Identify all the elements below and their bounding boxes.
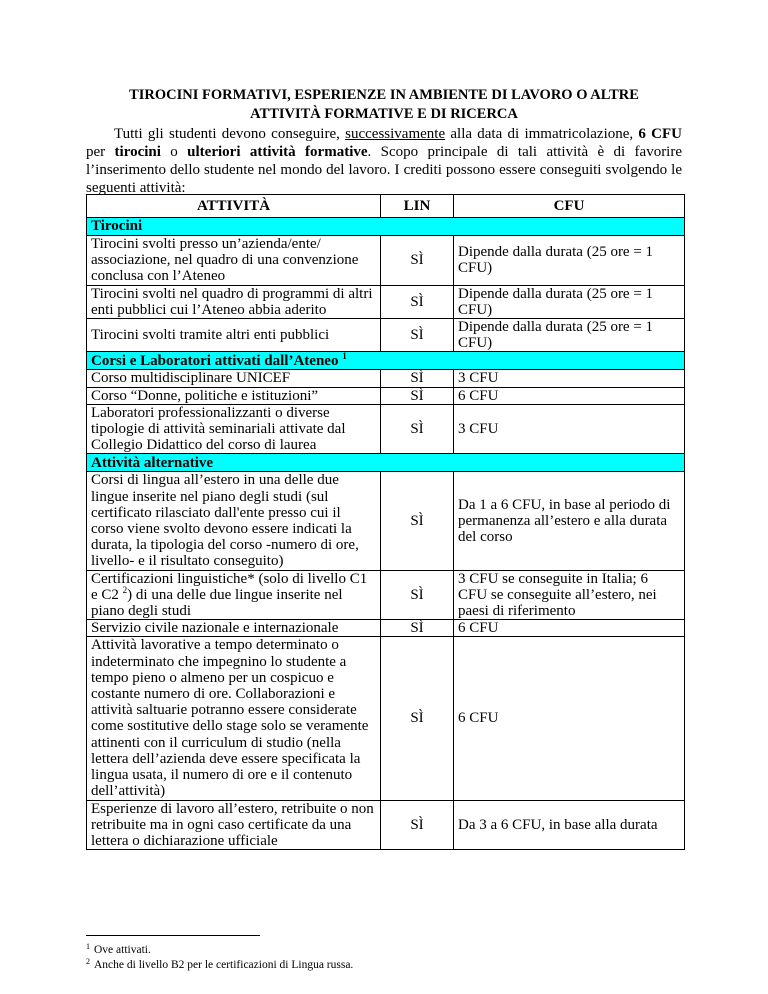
activity-cell <box>87 570 381 620</box>
intro-bold: ulteriori attività formative <box>187 144 368 160</box>
table-row <box>87 620 685 637</box>
activity-cell: Tirocini svolti nel quadro di programmi di altri enti pubblici cui l’Ateneo abbia aderito <box>87 285 381 318</box>
table-row <box>87 570 685 620</box>
footnote-divider <box>86 935 260 936</box>
intro-text: o <box>160 144 188 160</box>
activity-cell: Esperienze di lavoro all’estero, retribuite o non retribuite ma in ogni caso certificate da una lettera o dichiarazione ufficiale <box>87 800 381 850</box>
footnote-ref: 2 <box>122 584 128 595</box>
section-title <box>87 352 685 370</box>
lin-cell: SÌ <box>381 800 454 850</box>
activity-cell: Tirocini svolti presso un’azienda/ente/ associazione, nel quadro di una convenzione conclusa con l’Ateneo <box>87 236 381 286</box>
activity-cell: Attività lavorative a tempo determinato o indeterminato che impegnino lo studente a tempo pieno o almeno per un cospicuo e costante numero di ore. Collaborazioni e attività saltuarie potranno essere considerate come sostitutive dello stage solo se veramente attinenti con il curriculum di studio (nella lettera dell’azienda deve essere specificata la lingua usata, il numero di ore e il contenuto dell’attività) <box>87 637 381 800</box>
table-row <box>87 800 685 850</box>
page-title <box>95 86 673 124</box>
activity-text: Certificazioni linguistiche* (solo di livello C1 e C2 <box>91 570 368 603</box>
cfu-cell: 6 CFU <box>454 387 685 404</box>
table-row <box>87 236 685 286</box>
cfu-cell: Dipende dalla durata (25 ore = 1 CFU) <box>454 236 685 286</box>
header-cfu: CFU <box>454 195 685 218</box>
cfu-cell: 3 CFU <box>454 404 685 454</box>
activity-cell: Servizio civile nazionale e internazionale <box>87 620 381 637</box>
table-row <box>87 387 685 404</box>
lin-cell: SÌ <box>381 319 454 352</box>
activity-text: ) di una delle due lingue inserite nel piano degli studi <box>91 586 343 620</box>
lin-cell: SÌ <box>381 472 454 570</box>
cfu-cell: 3 CFU se conseguite in Italia; 6 CFU se conseguite all’estero, nei paesi di riferimento <box>454 570 685 620</box>
header-lin: LIN <box>381 195 454 218</box>
cfu-cell: Dipende dalla durata (25 ore = 1 CFU) <box>454 285 685 318</box>
activity-cell: Corso multidisciplinare UNICEF <box>87 370 381 387</box>
footnote-text: Anche di livello B2 per le certificazioni di Lingua russa. <box>94 959 354 971</box>
cfu-cell: Da 3 a 6 CFU, in base alla durata <box>454 800 685 850</box>
cfu-cell: 3 CFU <box>454 370 685 387</box>
intro-bold: 6 CFU <box>638 126 682 142</box>
intro-text: . Scopo principale di tali attività è di favorire l’inserimento dello studente nel mondo del lavoro. I crediti possono essere conseguiti svolgendo le seguenti attività: <box>86 144 683 196</box>
lin-cell: SÌ <box>381 620 454 637</box>
section-header-row <box>87 218 685 236</box>
table-row <box>87 404 685 454</box>
lin-cell: SÌ <box>381 370 454 387</box>
lin-cell: SÌ <box>381 285 454 318</box>
table-row <box>87 319 685 352</box>
cfu-cell: 6 CFU <box>454 620 685 637</box>
intro-paragraph <box>86 125 682 197</box>
intro-underlined: successivamente <box>345 126 446 142</box>
activity-cell: Corso “Donne, politiche e istituzioni” <box>87 387 381 404</box>
activity-cell: Laboratori professionalizzanti o diverse tipologie di attività seminariali attivate dal Collegio Didattico del corso di laurea <box>87 404 381 454</box>
lin-cell: SÌ <box>381 236 454 286</box>
footnote-ref: 1 <box>342 350 347 361</box>
activities-table <box>86 194 685 850</box>
header-activity: ATTIVITÀ <box>87 195 381 218</box>
footnote-2 <box>86 958 586 972</box>
intro-text: alla data di immatricolazione, <box>445 126 639 142</box>
section-title-text: Corsi e Laboratori attivati dall’Ateneo <box>91 352 339 369</box>
section-title: Attività alternative <box>87 454 685 472</box>
footnote-mark: 1 <box>86 942 90 951</box>
lin-cell: SÌ <box>381 570 454 620</box>
table-row <box>87 370 685 387</box>
cfu-cell: Da 1 a 6 CFU, in base al periodo di permanenza all’estero e alla durata del corso <box>454 472 685 570</box>
title-line-2: ATTIVITÀ FORMATIVE E DI RICERCA <box>250 106 518 122</box>
table-row <box>87 472 685 570</box>
title-line-1: TIROCINI FORMATIVI, ESPERIENZE IN AMBIENTE DI LAVORO O ALTRE <box>129 87 639 103</box>
activity-cell: Corsi di lingua all’estero in una delle due lingue inserite nel piano degli studi (sul certificato rilasciato dall'ente presso cui il corso viene svolto devono essere indicati la durata, la tipologia del corso -numero di ore, livello- e il risultato conseguito) <box>87 472 381 570</box>
lin-cell: SÌ <box>381 404 454 454</box>
intro-bold: tirocini <box>114 144 161 160</box>
intro-text: per <box>86 144 115 160</box>
lin-cell: SÌ <box>381 387 454 404</box>
section-header-row <box>87 352 685 370</box>
footnote-mark: 2 <box>86 957 90 966</box>
table-header-row <box>87 195 685 218</box>
section-header-row <box>87 454 685 472</box>
footnote-1 <box>86 943 586 957</box>
footnote-text: Ove attivati. <box>94 944 151 956</box>
section-title: Tirocini <box>87 218 685 236</box>
table-row <box>87 637 685 800</box>
table-row <box>87 285 685 318</box>
intro-text: Tutti gli studenti devono conseguire, <box>114 126 346 142</box>
lin-cell: SÌ <box>381 637 454 800</box>
activity-cell: Tirocini svolti tramite altri enti pubblici <box>87 319 381 352</box>
cfu-cell: Dipende dalla durata (25 ore = 1 CFU) <box>454 319 685 352</box>
cfu-cell: 6 CFU <box>454 637 685 800</box>
